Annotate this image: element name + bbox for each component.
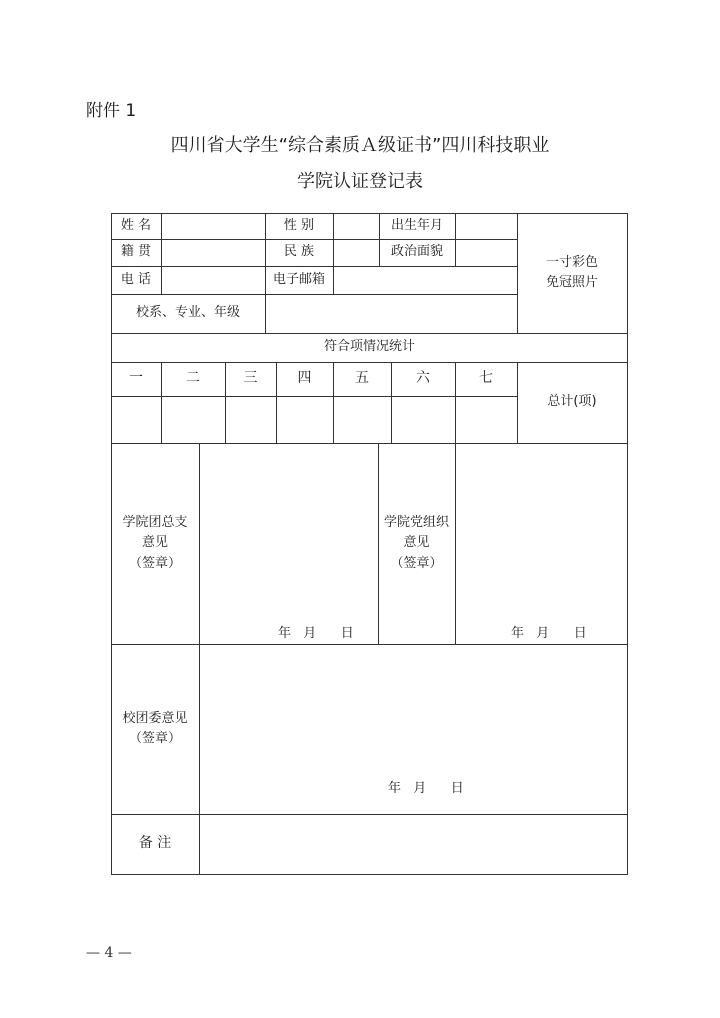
- league-branch-line-1: 学院团总支: [122, 515, 188, 531]
- stats-column-3: 三: [243, 370, 258, 387]
- stats-column-7: 七: [479, 370, 493, 387]
- gender-field[interactable]: [334, 214, 379, 239]
- native-place-field[interactable]: [162, 240, 265, 266]
- birth-label: 出生年月: [390, 217, 443, 233]
- email-label: 电子邮箱: [272, 271, 325, 287]
- league-branch-line-3: （签章）: [128, 555, 181, 571]
- stats-column-4: 四: [297, 370, 312, 387]
- photo-label-line-2: 免冠照片: [545, 275, 598, 290]
- form-title-line-2: 学院认证登记表: [297, 171, 423, 192]
- registration-form-table: [111, 213, 628, 875]
- league-branch-opinion-label: [111, 443, 199, 644]
- form-title-line-1: 四川省大学生“综合素质Ａ级证书”四川科技职业: [170, 135, 550, 156]
- department-field[interactable]: [266, 295, 517, 333]
- stats-column-2: 二: [186, 370, 200, 387]
- stats-column-6: 六: [416, 370, 430, 387]
- stats-value-3[interactable]: [226, 397, 276, 443]
- party-org-line-1: 学院党组织: [383, 515, 449, 531]
- table-border: [627, 213, 628, 875]
- native-place-label: 籍 贯: [120, 244, 152, 260]
- stats-total-label: 总计(项): [547, 394, 597, 410]
- political-status-field[interactable]: [456, 240, 517, 266]
- email-field[interactable]: [334, 267, 517, 294]
- attachment-label: 附件 1: [86, 101, 137, 121]
- department-label: 校系、专业、年级: [135, 305, 240, 321]
- stats-value-5[interactable]: [334, 397, 391, 443]
- photo-box[interactable]: [517, 213, 627, 333]
- name-label: 姓 名: [120, 217, 152, 233]
- birth-field[interactable]: [456, 214, 517, 239]
- party-org-line-3: （签章）: [390, 555, 443, 571]
- league-branch-opinion-field[interactable]: [200, 444, 378, 644]
- stats-value-2[interactable]: [162, 397, 225, 443]
- party-org-opinion-field[interactable]: [456, 444, 627, 644]
- phone-field[interactable]: [162, 267, 265, 294]
- table-border: [111, 874, 628, 875]
- league-branch-line-2: 意见: [141, 535, 168, 551]
- gender-label: 性 别: [283, 217, 315, 233]
- party-org-line-2: 意见: [403, 535, 430, 551]
- school-league-line-2: （签章）: [128, 731, 181, 746]
- school-league-opinion-label: [111, 644, 199, 814]
- school-league-line-1: 校团委意见: [122, 710, 188, 726]
- political-status-label: 政治面貌: [390, 244, 443, 260]
- ethnicity-field[interactable]: [334, 240, 379, 266]
- stats-value-4[interactable]: [277, 397, 333, 443]
- photo-label-line-1: 一寸彩色: [545, 254, 598, 270]
- phone-label: 电 话: [120, 271, 152, 287]
- party-org-date: 年 月 日: [511, 626, 587, 641]
- remarks-field[interactable]: [200, 815, 627, 874]
- name-field[interactable]: [162, 214, 265, 239]
- stats-column-5: 五: [355, 370, 369, 387]
- page-number: — 4 —: [86, 945, 132, 961]
- stats-header: 符合项情况统计: [323, 339, 415, 355]
- ethnicity-label: 民 族: [283, 244, 315, 260]
- stats-value-1[interactable]: [112, 397, 161, 443]
- stats-value-7[interactable]: [456, 397, 517, 443]
- league-branch-date: 年 月 日: [278, 626, 354, 641]
- school-league-date: 年 月 日: [388, 781, 464, 796]
- remarks-label: 备 注: [138, 835, 172, 852]
- stats-value-6[interactable]: [392, 397, 455, 443]
- party-org-opinion-label: [378, 443, 455, 644]
- stats-column-1: 一: [129, 370, 143, 387]
